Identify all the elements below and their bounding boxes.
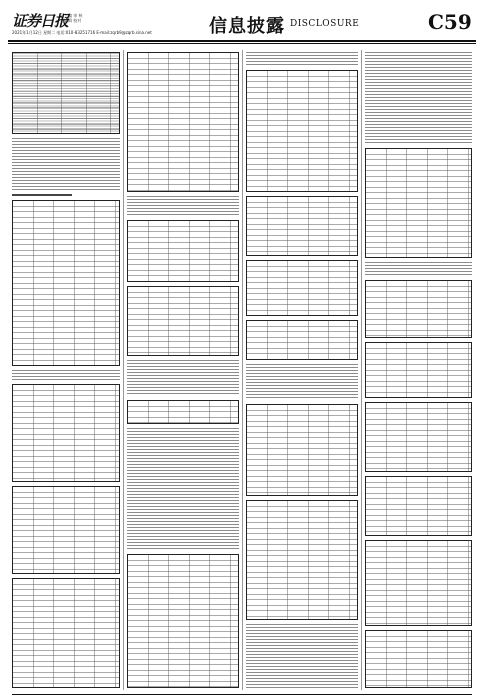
- editor-credits: [64, 13, 83, 23]
- table-block: [12, 486, 120, 574]
- column-divider: [361, 50, 362, 690]
- text-block: [246, 364, 358, 400]
- text-block: [12, 138, 120, 190]
- column-divider: [123, 50, 124, 690]
- table-block: [246, 404, 358, 496]
- text-block: [246, 52, 358, 66]
- table-block: [246, 500, 358, 620]
- table-header-bar: [12, 194, 72, 196]
- table-block: [12, 578, 120, 688]
- table-block: [246, 260, 358, 316]
- text-block: [365, 262, 472, 276]
- table-block: [246, 196, 358, 256]
- column-divider: [242, 50, 243, 690]
- section-title: 信息披露: [209, 16, 285, 37]
- masthead-rule: [8, 40, 476, 42]
- table-block: [365, 630, 472, 688]
- table-block: [365, 280, 472, 338]
- editor-credits-line-1: 主编 审 核: [64, 13, 83, 18]
- table-block: [12, 384, 120, 482]
- column-1: [12, 50, 120, 690]
- table-block: [127, 286, 239, 356]
- page-body: [12, 50, 472, 690]
- table-block: [246, 320, 358, 360]
- masthead-rule-thin: [8, 43, 476, 44]
- footer-rule: [12, 694, 472, 695]
- table-block: [365, 148, 472, 258]
- section-title-english: DISCLOSURE: [290, 19, 360, 29]
- table-block: [127, 554, 239, 688]
- table-block: [365, 402, 472, 472]
- column-2: [127, 50, 239, 690]
- table-block: [127, 400, 239, 424]
- masthead: [8, 6, 476, 40]
- table-block: [246, 70, 358, 192]
- text-block: [127, 196, 239, 216]
- dateline: 2021年1月12日 星期二 电话:010-83251716 E-mail:zqrb9@zqrb.sina.net: [12, 30, 152, 35]
- column-3: [246, 50, 358, 690]
- table-block: [12, 52, 120, 134]
- text-block: [12, 370, 120, 380]
- text-block: [127, 360, 239, 396]
- table-block: [127, 220, 239, 282]
- text-block: [246, 624, 358, 688]
- newspaper-logo: 证券日报: [12, 12, 69, 30]
- table-block: [365, 476, 472, 536]
- editor-credits-line-2: 编辑 校对: [64, 18, 82, 23]
- column-4: [365, 50, 472, 690]
- page-number: C59: [428, 10, 472, 34]
- table-block: [12, 200, 120, 366]
- text-block: [365, 52, 472, 144]
- table-block: [365, 342, 472, 398]
- table-block: [127, 52, 239, 192]
- text-block: [127, 428, 239, 550]
- table-block: [365, 540, 472, 626]
